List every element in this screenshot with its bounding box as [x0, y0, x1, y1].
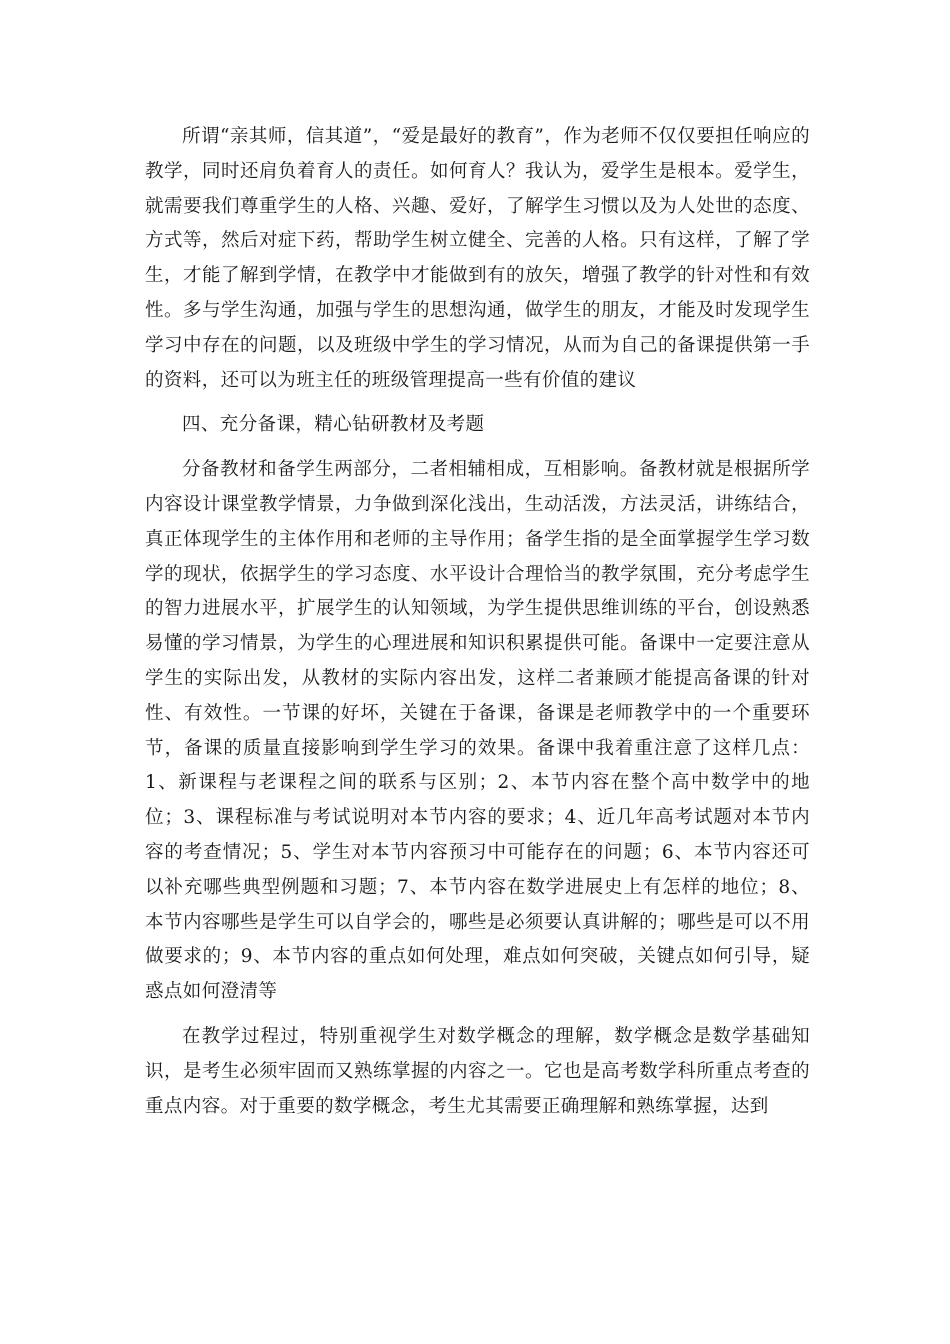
paragraph-gap	[145, 443, 810, 453]
paragraph-math-concepts: 在教学过程过，特别重视学生对数学概念的理解，数学概念是数学基础知识，是考生必须牢固而又熟练掌握的内容之一。它也是高考数学科所重点考查的重点内容。对于重要的数学概念，考生尤其需要正确理解和熟练掌握，达到	[145, 1025, 810, 1117]
paragraph-love-students: 所谓“亲其师，信其道”，“爱是最好的教育”，作为老师不仅仅要担任响应的教学，同时还肩负着育人的责任。如何育人？我认为，爱学生是根本。爱学生，就需要我们尊重学生的人格、兴趣、爱好，了解学生习惯以及为人处世的态度、方式等，然后对症下药，帮助学生树立健全、完善的人格。只有这样，了解了学生，才能了解到学情，在教学中才能做到有的放矢，增强了教学的针对性和有效性。多与学生沟通，加强与学生的思想沟通，做学生的朋友，才能及时发现学生学习中存在的问题，以及班级中学生的学习情况，从而为自己的备课提供第一手的资料，还可以为班主任的班级管理提高一些有价值的建议	[145, 126, 810, 391]
paragraph-gap	[145, 1010, 810, 1020]
document-body	[145, 120, 810, 1124]
section-heading-lesson-prep: 四、充分备课，精心钻研教材及考题	[182, 414, 485, 436]
paragraph-lesson-prep: 分备教材和备学生两部分，二者相辅相成，互相影响。备教材就是根据所学内容设计课堂教学情景，力争做到深化浅出，生动活泼，方法灵活，讲练结合，真正体现学生的主体作用和老师的主导作用；备学生指的是全面掌握学生学习数学的现状，依据学生的学习态度、水平设计合理恰当的教学氛围，充分考虑学生的智力进展水平，扩展学生的认知领域，为学生提供思维训练的平台，创设熟悉易懂的学习情景，为学生的心理进展和知识积累提供可能。备课中一定要注意从学生的实际出发，从教材的实际内容出发，这样二者兼顾才能提高备课的针对性、有效性。一节课的好坏，关键在于备课，备课是老师教学中的一个重要环节，备课的质量直接影响到学生学习的效果。备课中我着重注意了这样几点：1、新课程与老课程之间的联系与区别；2、本节内容在整个高中数学中的地位；3、课程标准与考试说明对本节内容的要求；4、近几年高考试题对本节内容的考查情况；5、学生对本节内容预习中可能存在的问题；6、本节内容还可以补充哪些典型例题和习题；7、本节内容在数学进展史上有怎样的地位；8、本节内容哪些是学生可以自学会的，哪些是必须要认真讲解的；哪些是可以不用做要求的；9、本节内容的重点如何处理，难点如何突破，关键点如何引导，疑惑点如何澄清等	[145, 459, 810, 1003]
paragraph-gap	[145, 398, 810, 408]
